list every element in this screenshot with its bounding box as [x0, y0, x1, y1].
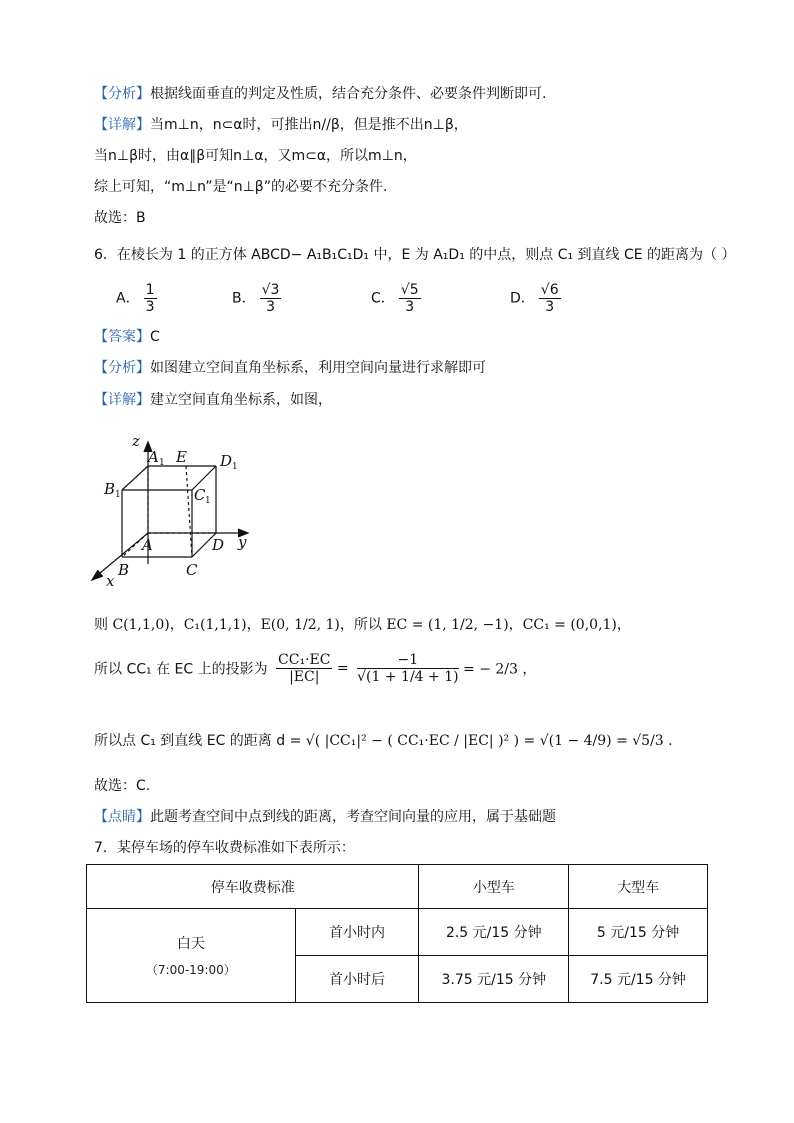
comment-text: 此题考查空间中点到线的距离，考查空间向量的应用，属于基础题 — [150, 809, 556, 825]
label-c1: C — [194, 486, 206, 504]
distance-expr: √( |CC₁|² − ( CC₁·EC / |EC| )² ) = √(1 − 4/9) = √5/3 . — [305, 733, 673, 749]
period-label: 白天 — [176, 936, 205, 952]
row-label: 首小时后 — [295, 956, 419, 1003]
detail-tag: 【详解】 — [94, 392, 150, 408]
large-car-rate: 7.5 元/15 分钟 — [569, 956, 708, 1003]
projection-mid-num: −1 — [357, 652, 458, 669]
option-d — [510, 282, 561, 315]
period-cell — [87, 909, 296, 1003]
q6-final-answer: 故选：C. — [94, 778, 151, 794]
label-c: C — [186, 561, 198, 579]
segment-ec — [186, 466, 192, 557]
large-car-rate: 5 元/15 分钟 — [569, 909, 708, 956]
sub-d1: 1 — [232, 462, 238, 472]
label-d: D — [212, 536, 225, 554]
projection-prefix: 所以 CC₁ 在 EC 上的投影为 — [94, 661, 268, 678]
sub-a1: 1 — [159, 458, 165, 468]
sub-c1: 1 — [205, 496, 211, 506]
analysis-text: 如图建立空间直角坐标系，利用空间向量进行求解即可 — [150, 360, 486, 376]
option-c — [371, 282, 421, 315]
q6-detail-line — [94, 390, 332, 410]
option-b — [232, 282, 281, 315]
row-label: 首小时内 — [295, 909, 419, 956]
label-a: A — [142, 536, 153, 554]
option-c-label: C． — [371, 290, 395, 307]
option-a-num: 1 — [145, 282, 155, 298]
answer-value: C — [150, 329, 160, 345]
answer-tag: 【答案】 — [94, 329, 150, 345]
q6-answer-line — [94, 327, 160, 347]
option-a — [116, 282, 157, 315]
label-a1: A — [148, 448, 159, 466]
header-large-car: 大型车 — [569, 865, 708, 909]
option-b-label: B． — [232, 290, 256, 307]
projection-frac-den: |EC| — [289, 669, 320, 685]
label-y: y — [238, 533, 247, 551]
option-a-den: 3 — [145, 299, 155, 315]
analysis-tag: 【分析】 — [94, 86, 150, 102]
header-small-car: 小型车 — [419, 865, 569, 909]
q5-answer-line: 故选：B — [94, 210, 146, 226]
table-row — [87, 909, 708, 956]
label-x: x — [106, 572, 115, 590]
distance-prefix: 所以点 C₁ 到直线 EC 的距离 d = — [94, 733, 302, 749]
comment-tag: 【点睛】 — [94, 809, 150, 825]
projection-mid-den: √(1 + 1/4 + 1) — [357, 669, 459, 685]
option-c-den: 3 — [405, 299, 415, 315]
small-car-rate: 2.5 元/15 分钟 — [419, 909, 569, 956]
option-b-num: √3 — [261, 282, 280, 298]
label-d1: D — [220, 452, 233, 470]
small-car-rate: 3.75 元/15 分钟 — [419, 956, 569, 1003]
q7-stem: 7．某停车场的停车收费标准如下表所示： — [94, 840, 355, 856]
distance-line — [94, 730, 673, 750]
detail-text-1: 当m⊥n，n⊂α时，可推出n//β，但是推不出n⊥β， — [150, 117, 468, 133]
option-d-den: 3 — [545, 299, 555, 315]
label-b: B — [118, 561, 130, 579]
q6-stem: 6．在棱长为 1 的正方体 ABCD− A₁B₁C₁D₁ 中，E 为 A₁D₁ 的中点，则点 C₁ 到直线 CE 的距离为（ ） — [94, 247, 736, 263]
q5-detail-line1 — [94, 115, 468, 135]
period-time: （7:00-19:00） — [145, 963, 236, 977]
detail-text: 建立空间直角坐标系，如图， — [150, 392, 332, 408]
analysis-text: 根据线面垂直的判定及性质，结合充分条件、必要条件判断即可. — [150, 86, 547, 102]
option-d-label: D． — [510, 290, 535, 307]
option-b-den: 3 — [266, 299, 275, 315]
analysis-tag: 【分析】 — [94, 360, 150, 376]
label-b1: B — [104, 480, 116, 498]
coords-line: 则 C(1,1,0)，C₁(1,1,1)，E(0, 1/2, 1)，所以 EC = (1, 1/2, −1)，CC₁ = (0,0,1)， — [94, 617, 631, 633]
projection-frac-num: CC₁·EC — [278, 652, 331, 668]
option-d-num: √6 — [540, 282, 559, 298]
q5-analysis-line — [94, 84, 546, 104]
table-header-row — [87, 865, 708, 909]
option-c-num: √5 — [400, 282, 419, 298]
q5-detail-line3: 综上可知，“m⊥n”是“n⊥β”的必要不充分条件. — [94, 179, 388, 195]
edge-b1a1 — [122, 466, 148, 490]
q6-analysis-line — [94, 358, 486, 378]
cube-figure — [88, 432, 268, 592]
sub-b1: 1 — [115, 490, 121, 500]
q6-comment-line — [94, 807, 556, 827]
header-standard: 停车收费标准 — [87, 865, 419, 909]
detail-tag: 【详解】 — [94, 117, 150, 133]
projection-line: 所以 CC₁ 在 EC 上的投影为 $\frac{\text{CC₁·EC}}{|EC|}$ = $\frac{-1}{√(1 + 1/4 + 1)}$ = − 2/3 ， — [94, 652, 537, 685]
fee-table — [86, 864, 708, 1003]
label-e: E — [176, 448, 187, 466]
label-z: z — [132, 432, 140, 450]
q5-detail-line2: 当n⊥β时，由α∥β可知n⊥α，又m⊂α，所以m⊥n， — [94, 148, 417, 164]
projection-result: = − 2/3 ， — [463, 661, 537, 678]
option-a-label: A． — [116, 290, 140, 307]
